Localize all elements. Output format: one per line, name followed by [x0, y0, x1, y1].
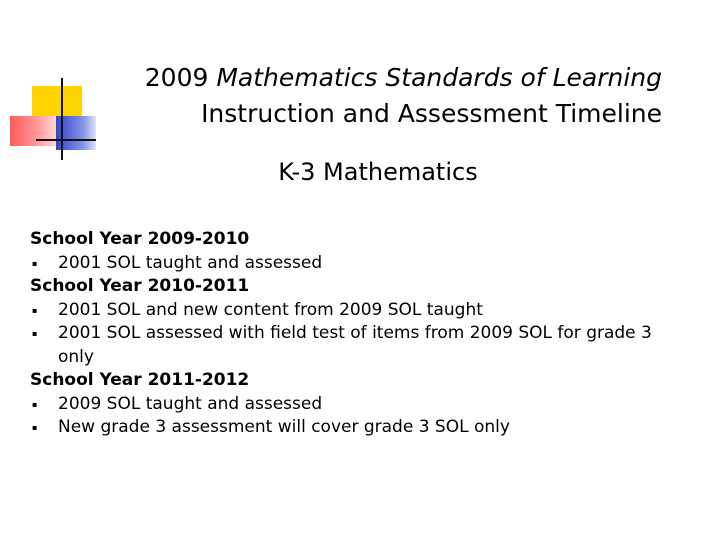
year-heading: School Year 2010-2011 [30, 276, 250, 296]
title-line-1 [145, 60, 662, 96]
year-heading: School Year 2009-2010 [30, 229, 250, 249]
list-item [30, 393, 690, 417]
decorative-logo [0, 0, 110, 170]
slide-title [145, 60, 662, 132]
list-item [30, 299, 690, 323]
list-item [30, 322, 690, 369]
year-heading: School Year 2011-2012 [30, 370, 250, 390]
bullet-text: 2009 SOL taught and assessed [58, 393, 323, 414]
title-italic: Mathematics Standards of Learning [216, 63, 662, 92]
horizontal-line [36, 139, 96, 141]
bullet-icon: ▪ [32, 423, 38, 432]
slide-subtitle: K-3 Mathematics [278, 158, 478, 186]
title-line-2: Instruction and Assessment Timeline [201, 99, 662, 128]
timeline-body [30, 228, 690, 440]
bullet-text: 2001 SOL taught and assessed [58, 252, 323, 273]
list-item [30, 416, 690, 440]
bullet-text: 2001 SOL and new content from 2009 SOL taught [58, 299, 483, 320]
bullet-text: 2001 SOL assessed with field test of items from 2009 SOL for grade 3 only [58, 323, 652, 367]
vertical-line [61, 78, 63, 160]
bullet-icon: ▪ [32, 305, 38, 315]
bullet-icon: ▪ [32, 399, 38, 409]
bullet-icon: ▪ [32, 258, 38, 268]
bullet-icon: ▪ [32, 329, 38, 338]
list-item [30, 252, 690, 276]
bullet-text: New grade 3 assessment will cover grade 3 SOL only [58, 417, 510, 437]
red-square [10, 116, 56, 146]
title-year: 2009 [144, 63, 209, 92]
